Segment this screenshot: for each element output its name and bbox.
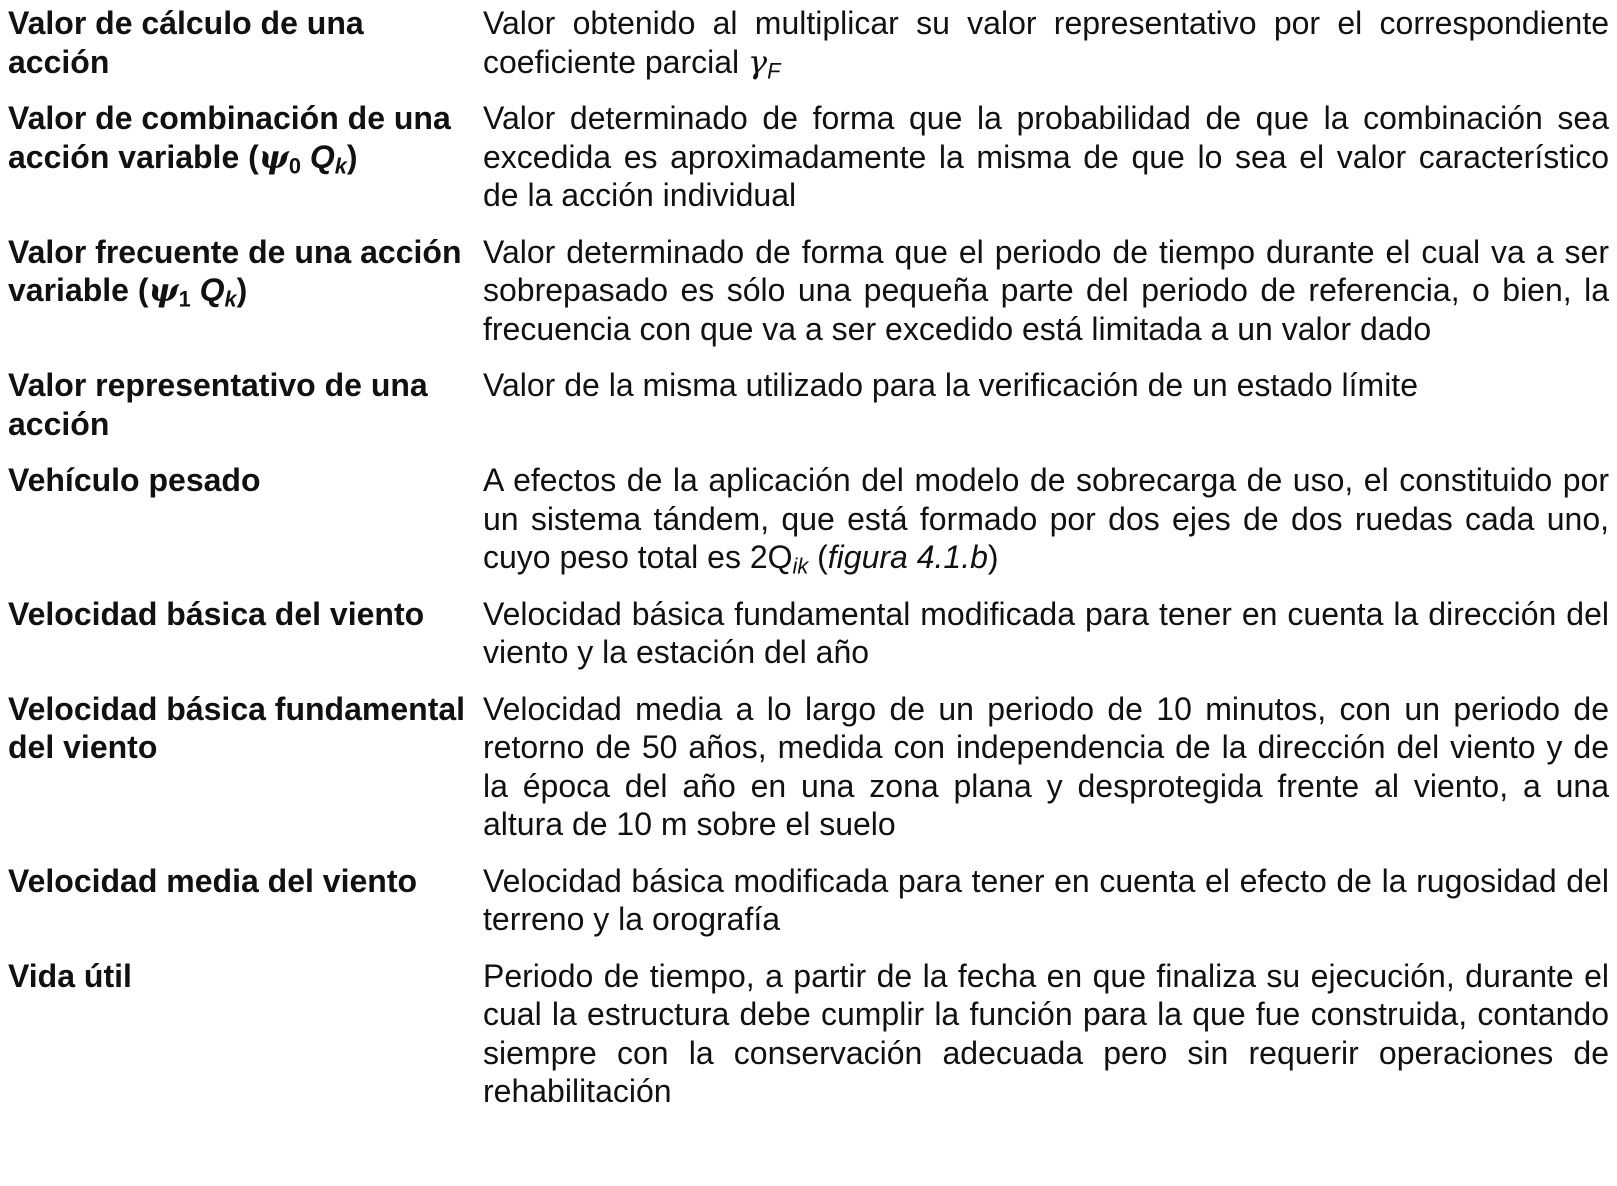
glossary xyxy=(8,0,1609,1111)
definition: Valor determinado de forma que la probabilidad de que la combinación sea excedida es aproximadamente la misma de que lo sea el valor característico de la acción individual xyxy=(483,100,1609,213)
math-symbol: $Q_k$ xyxy=(199,272,237,312)
term: Valor representativo de una acción xyxy=(8,367,428,442)
definition: Periodo de tiempo, a partir de la fecha en que finaliza su ejecución, durante el cual la estructura debe cumplir la función para la que fue construida, contando siempre con la conservación adecuada pero sin requerir operaciones de rehabilitación xyxy=(483,957,1609,1109)
definition: A efectos de la aplicación del modelo de sobrecarga de uso, el constituido por un sistema tándem, que está formado por dos ejes de dos ruedas cada uno, cuyo peso total es $2Q_{ik}$ (figura 4.1.b) xyxy=(483,462,1609,579)
definition: Valor obtenido al multiplicar su valor representativo por el correspondiente coeficiente parcial $\gamma_F$ xyxy=(483,5,1609,83)
term: Valor frecuente de una acción variable ($\psi_1$ $Q_k$) xyxy=(8,233,462,312)
term: Vida útil xyxy=(8,957,132,994)
entry-valor-representativo xyxy=(8,366,1609,443)
term: Vehículo pesado xyxy=(8,462,261,498)
definition: Velocidad básica modificada para tener en cuenta el efecto de la rugosidad del terreno y la orografía xyxy=(483,862,1609,937)
entry-valor-combinacion xyxy=(8,99,1609,215)
term: Velocidad media del viento xyxy=(8,862,418,899)
term: Valor de combinación de una acción variable ($\psi_0$ $Q_k$) xyxy=(8,100,451,178)
definition: Valor de la misma utilizado para la verificación de un estado límite xyxy=(483,367,1418,403)
entry-velocidad-basica xyxy=(8,595,1609,672)
term: Velocidad básica fundamental del viento xyxy=(8,690,466,765)
term: Velocidad básica del viento xyxy=(8,595,425,632)
entry-velocidad-basica-fundamental xyxy=(8,690,1609,844)
entry-velocidad-media xyxy=(8,862,1609,939)
math-symbol: $Q_k$ xyxy=(309,138,347,178)
entry-valor-calculo xyxy=(8,4,1609,81)
entry-vida-util xyxy=(8,957,1609,1111)
math-symbol: $\gamma_F$ xyxy=(748,42,781,83)
entry-valor-frecuente xyxy=(8,233,1609,349)
definition: Velocidad básica fundamental modificada para tener en cuenta la dirección del viento y la estación del año xyxy=(483,595,1609,670)
reference: figura 4.1.b xyxy=(827,539,988,575)
math-symbol: $Q_{ik}$ xyxy=(767,539,809,579)
definition: Valor determinado de forma que el periodo de tiempo durante el cual va a ser sobrepasado es sólo una pequeña parte del periodo de referencia, o bien, la frecuencia con que va a ser excedido está limitada a un valor dado xyxy=(483,233,1609,347)
math-symbol: $\psi_1$ xyxy=(148,271,191,312)
math-symbol: $\psi_0$ xyxy=(258,137,302,178)
term: Valor de cálculo de una acción xyxy=(8,5,364,80)
definition: Velocidad media a lo largo de un periodo de 10 minutos, con un periodo de retorno de 50 años, medida con independencia de la dirección del viento y de la época del año en una zona plana y desprotegida frente al viento, a una altura de 10 m sobre el suelo xyxy=(483,690,1609,842)
entry-vehiculo-pesado xyxy=(8,461,1609,577)
